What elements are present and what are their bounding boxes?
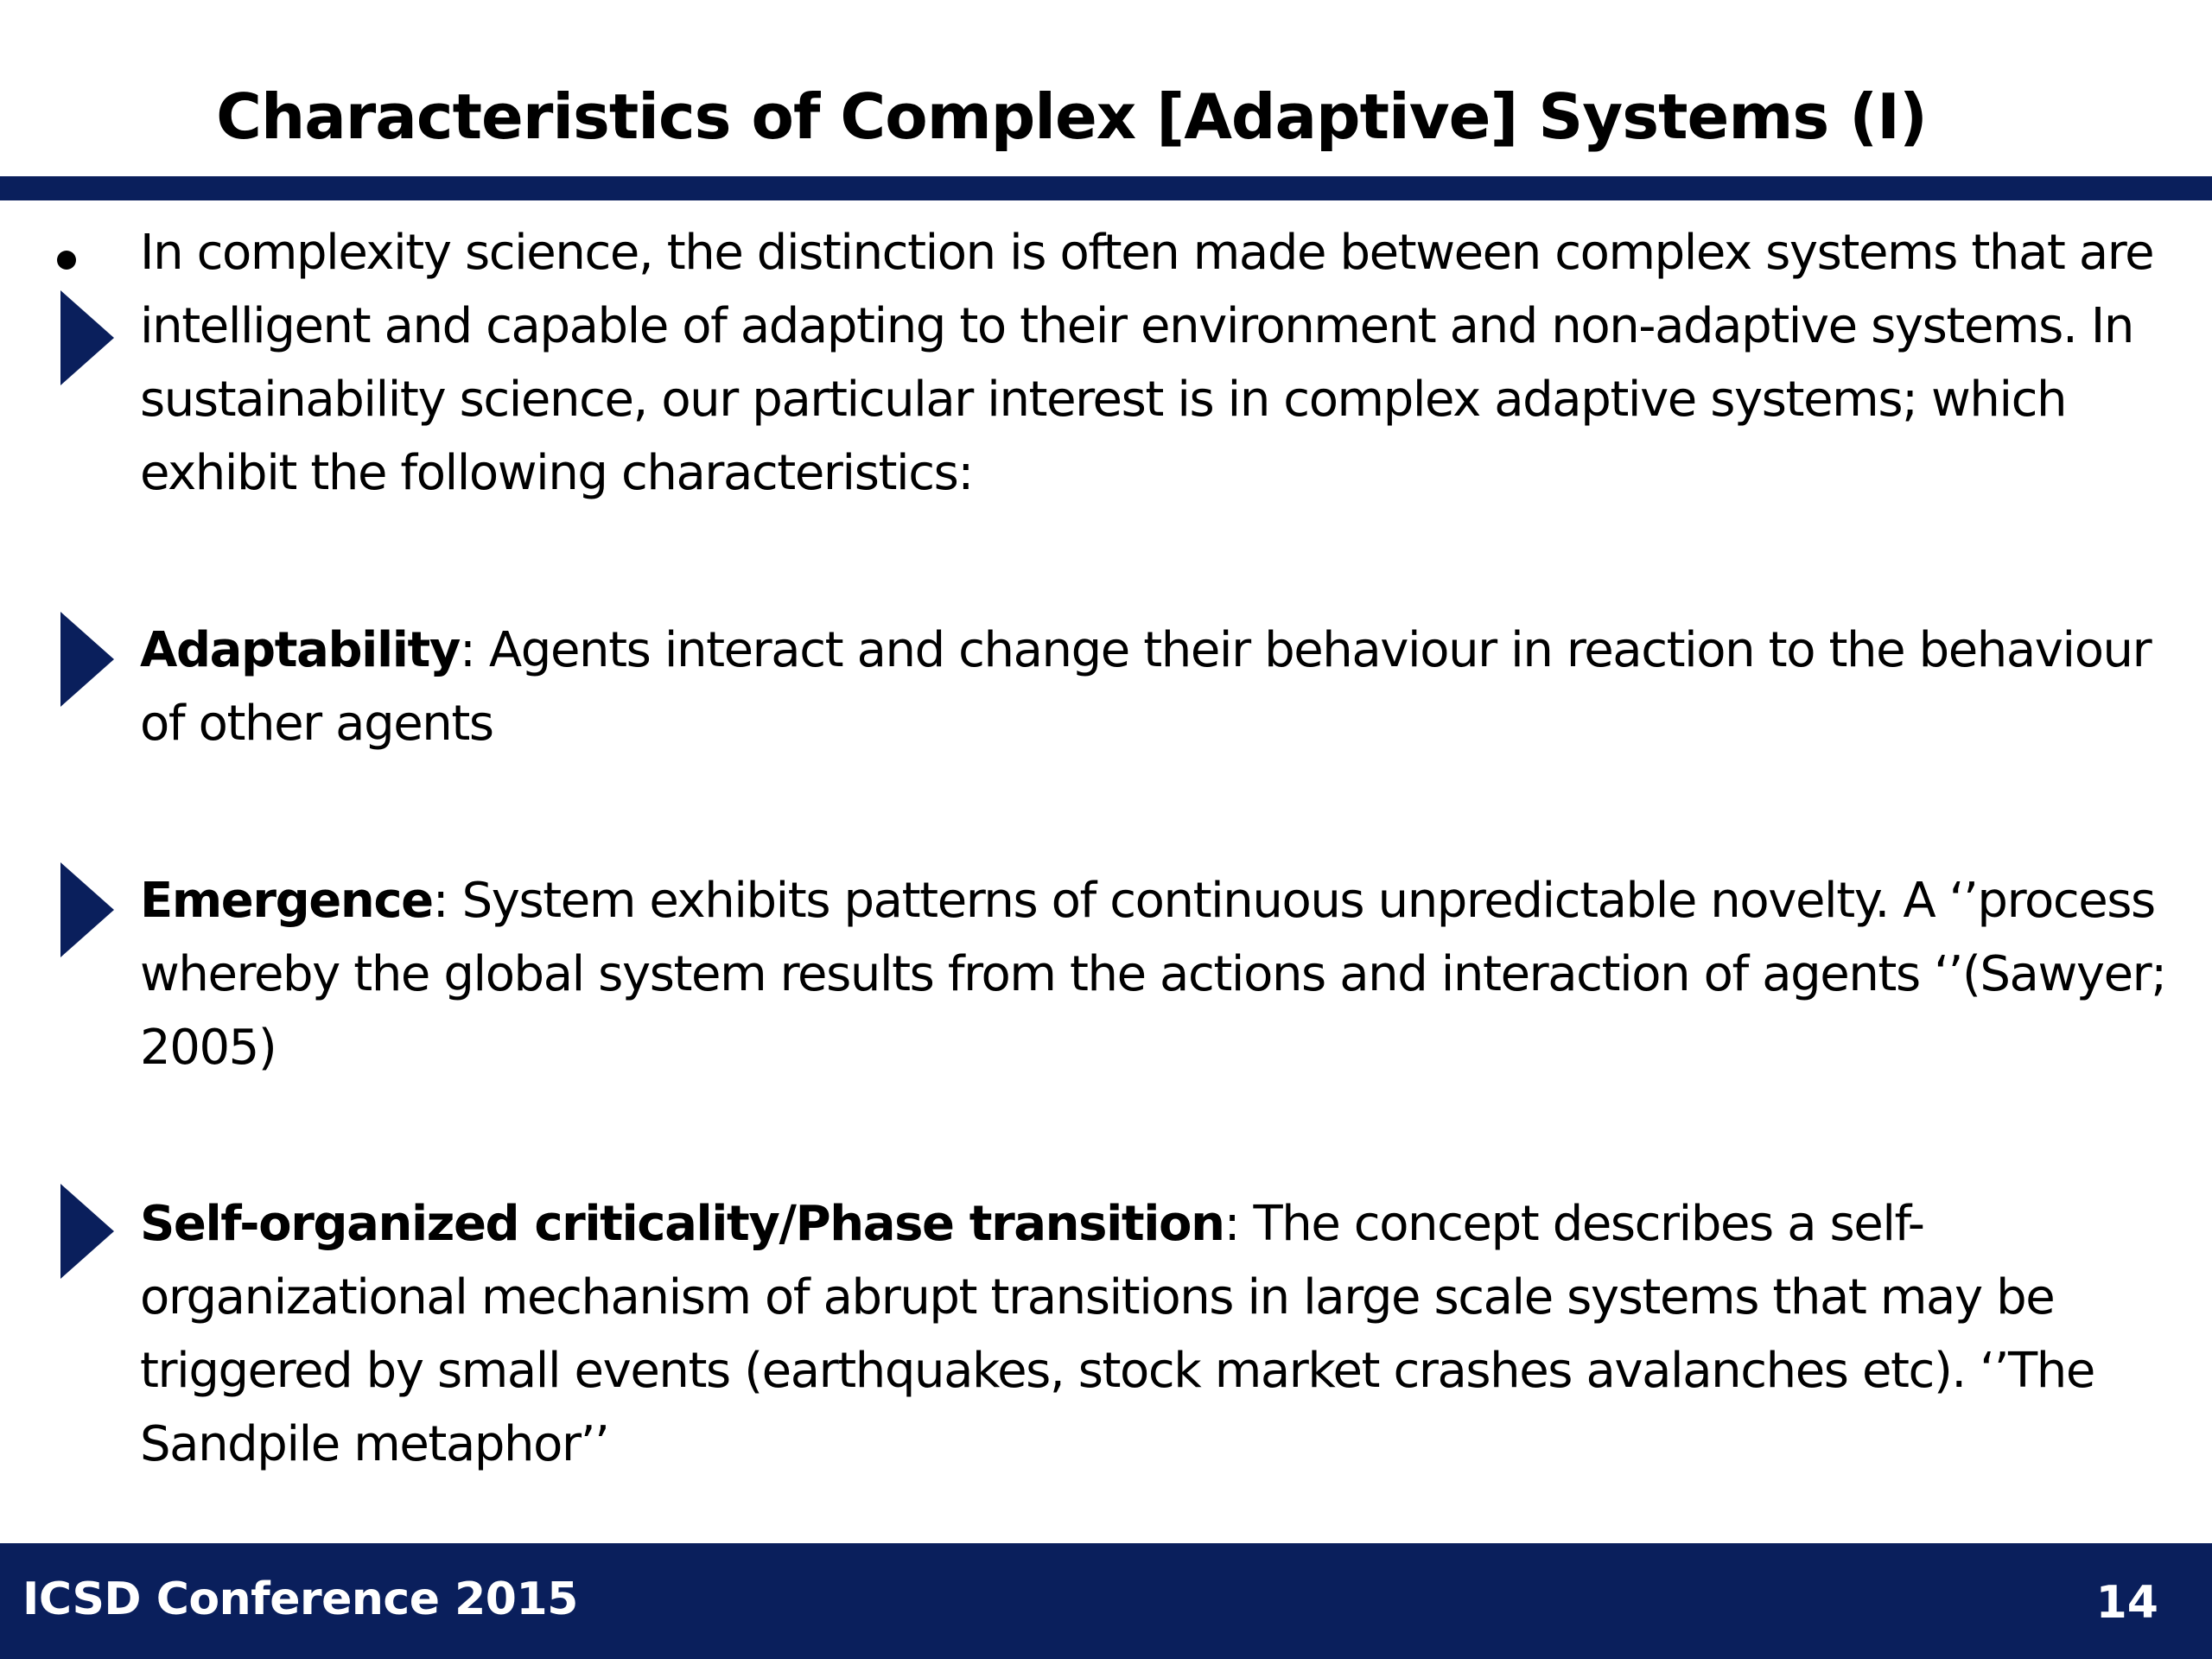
slide-title: Characteristics of Complex [Adaptive] Systems (I) — [216, 80, 1927, 153]
term-label: Emergence — [140, 873, 433, 929]
conference-name: ICSD Conference 2015 — [22, 1573, 578, 1625]
term-label: Self-organized criticality/Phase transition — [140, 1196, 1224, 1252]
list-item-text — [140, 864, 2171, 1084]
intro-paragraph: In complexity science, the distinction is often made between complex systems that are intelligent and capable of adapting to their environment and non-adaptive systems. In sustainability science, our particular interest is in complex adaptive systems; which exhibit the following characteristics: — [140, 225, 2154, 501]
page-number: 14 — [2095, 1577, 2158, 1629]
term-label: Adaptability — [140, 622, 461, 678]
triangle-right-marker-icon — [60, 612, 114, 707]
bullet-dot-icon — [57, 251, 76, 270]
term-description: : System exhibits patterns of continuous unpredictable novelty. A ‘’process whereby the global system results from the actions and interaction of agents ‘’(Sawyer; 2005) — [140, 873, 2166, 1076]
title-divider — [0, 176, 2212, 200]
list-item-text — [140, 613, 2171, 760]
footer-bar — [0, 1543, 2212, 1659]
triangle-right-marker-icon — [60, 1184, 114, 1279]
triangle-right-marker-icon — [60, 862, 114, 957]
term-description: : The concept describes a self-organizational mechanism of abrupt transitions in large scale systems that may be triggered by small events (earthquakes, stock market crashes avalanches etc). ‘’The Sandpile metaphor’’ — [140, 1196, 2094, 1472]
term-description: : Agents interact and change their behaviour in reaction to the behaviour of other agents — [140, 622, 2152, 752]
triangle-right-marker-icon — [60, 290, 114, 385]
list-item-text — [140, 1187, 2171, 1481]
